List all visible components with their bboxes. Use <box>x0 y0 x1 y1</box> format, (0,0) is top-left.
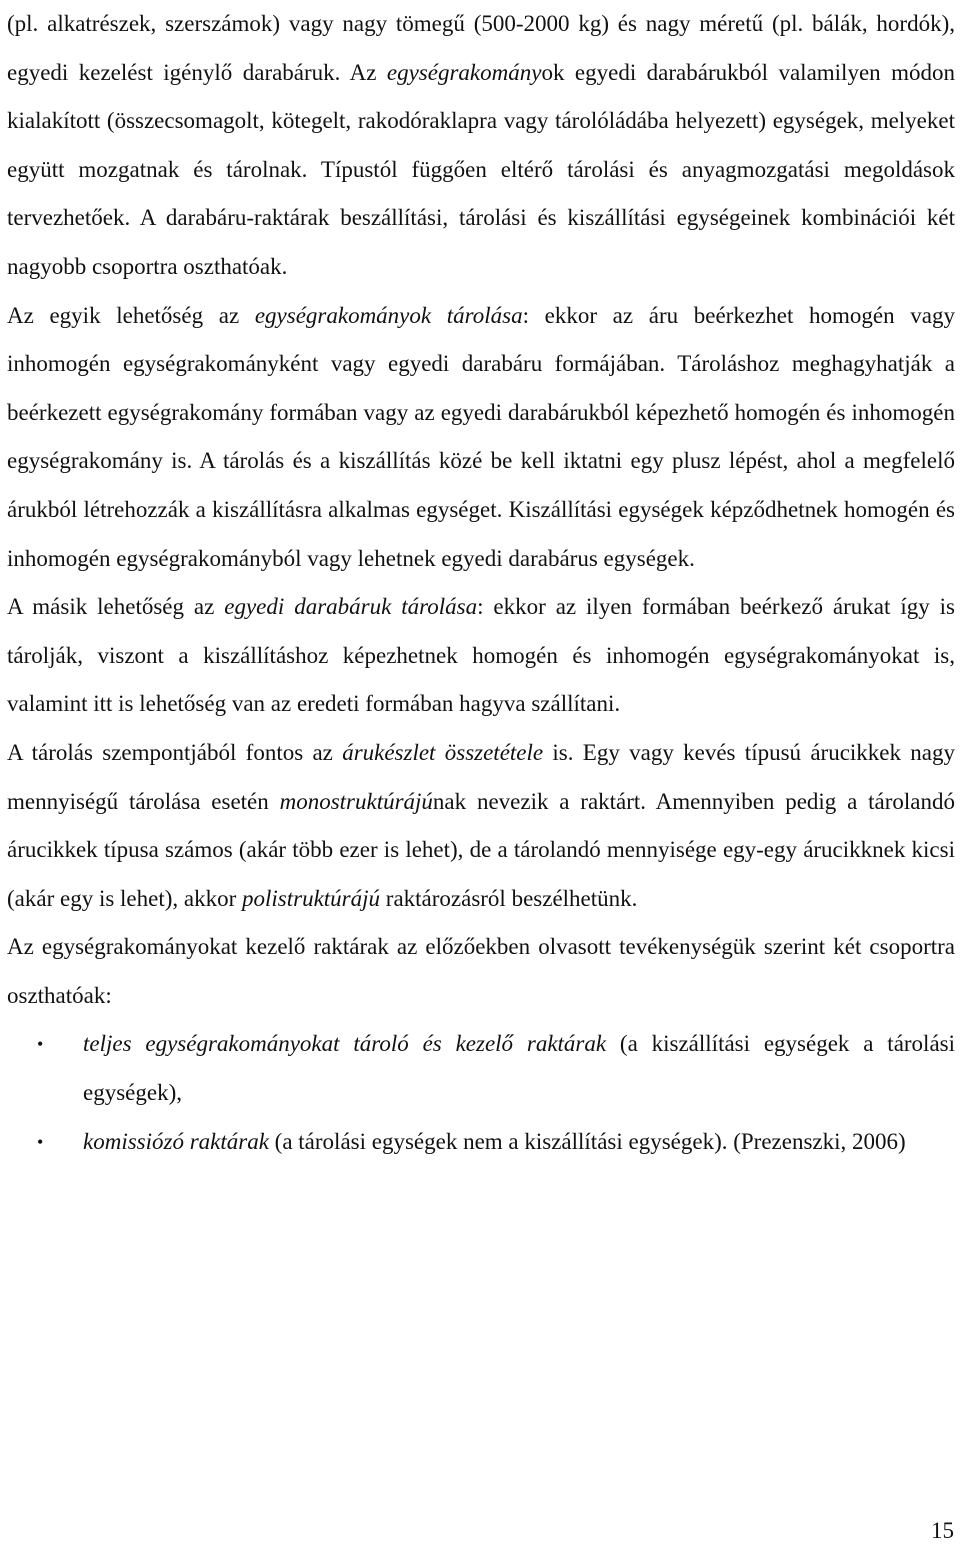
list-item <box>7 1020 955 1117</box>
italic-term: egyedi darabáruk tárolása <box>224 594 478 620</box>
text-span: Az egyik lehetőség az <box>7 302 255 328</box>
page-number: 15 <box>931 1518 954 1543</box>
document-body <box>7 0 955 1166</box>
text-span: (a kiszállítási egységek a tárolási egységek), <box>83 1031 955 1106</box>
italic-term: monostruktúrájú <box>279 788 433 814</box>
text-span: is. Egy vagy kevés típusú árucikkek nagy mennyiségű tárolása esetén <box>7 739 956 814</box>
text-span: nak nevezik a raktárt. Amennyiben pedig a tárolandó árucikkek típusa számos (akár több ezer is lehet), de a tárolandó mennyisége egy-egy árucikknek kicsi (akár egy is lehet), akkor <box>7 788 955 911</box>
italic-term: polistruktúrájú <box>242 885 381 911</box>
italic-term: egységrakományok tárolása <box>254 302 523 328</box>
bullet-icon: • <box>37 1034 44 1055</box>
paragraph-5: Az egységrakományokat kezelő raktárak az előzőekben olvasott tevékenységük szerint két csoportra oszthatóak: <box>7 934 955 1008</box>
italic-term: teljes egységrakományokat tároló és kezelő raktárak <box>83 1031 607 1057</box>
text-span: raktározásról beszélhetünk. <box>380 885 638 911</box>
text-span: ok egyedi darabárukból valamilyen módon kialakított (összecsomagolt, kötegelt, rakodóraklapra vagy tárolóládába helyezett) egységek, melyeket együtt mozgatnak és tárolnak. Típustól függően eltérő tárolási és anyagmozgatási megoldások tervezhetőek. A darabáru-raktárak beszállítási, tárolási és kiszállítási egységeinek kombinációi két nagyobb csoportra oszthatóak. <box>7 59 955 279</box>
bullet-list <box>7 1020 955 1166</box>
text-span: : ekkor az áru beérkezhet homogén vagy inhomogén egységrakományként vagy egyedi darabáru formájában. Tároláshoz meghagyhatják a beérkezett egységrakomány formában vagy az egyedi darabárukból képezhető homogén és inhomogén egységrakomány is. A tárolás és a kiszállítás közé be kell iktatni egy plusz lépést, ahol a megfelelő árukból létrehozzák a kiszállításra alkalmas egységet. Kiszállítási egységek képződhetnek homogén és inhomogén egységrakományból vagy lehetnek egyedi darabárus egységek. <box>7 302 955 571</box>
text-span: A tárolás szempontjából fontos az <box>7 739 343 765</box>
paragraph-2 <box>7 292 955 584</box>
text-span: A másik lehetőség az <box>7 594 225 620</box>
text-span: : ekkor az ilyen formában beérkező árukat így is tárolják, viszont a kiszállításhoz képezhetnek homogén és inhomogén egységrakományokat is, valamint itt is lehetőség van az eredeti formában hagyva szállítani. <box>7 594 955 717</box>
italic-term: komissiózó raktárak <box>83 1128 269 1154</box>
bullet-icon: • <box>37 1131 44 1152</box>
paragraph-4 <box>7 729 955 923</box>
italic-term: árukészlet összetétele <box>342 739 544 765</box>
italic-term: egységrakomány <box>386 59 542 85</box>
list-item <box>7 1118 955 1167</box>
text-span: (a tárolási egységek nem a kiszállítási egységek). (Prezenszki, 2006) <box>268 1128 906 1154</box>
text-span: (pl. alkatrészek, szerszámok) vagy nagy tömegű (500-2000 kg) és nagy méretű (pl. bálák, hordók), egyedi kezelést igénylő darabáruk. Az <box>7 11 955 85</box>
paragraph-1 <box>7 0 955 292</box>
paragraph-3 <box>7 583 955 729</box>
